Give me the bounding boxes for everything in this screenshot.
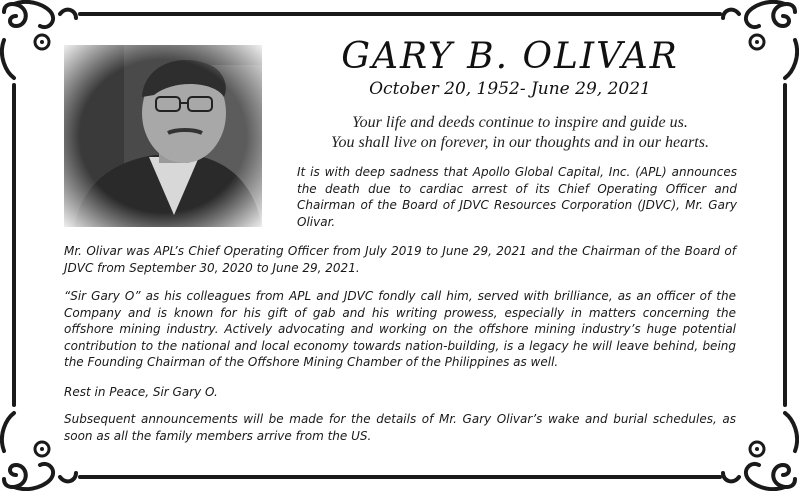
schedule-paragraph: Subsequent announcements will be made for the details of Mr. Gary Olivar’s wake and burial schedules, as soon as all the family members arrive from the US. — [64, 412, 736, 443]
tribute-quote-line: You shall live on forever, in our thoughts and in our hearts. — [331, 134, 709, 151]
legacy-paragraph: “Sir Gary O” as his colleagues from APL and JDVC fondly call him, served with brilliance, as an officer of the Company and is known for his gift of gab and his writing prowess, especially in matters concerning the offshore mining industry. Actively advocating and working on the offshore mining industry’s huge potential contribution to the national and local economy towards nation-building, is a legacy he will leave behind, being the Founding Chairman of the Offshore Mining Chamber of the Philippines as well. — [64, 289, 736, 369]
portrait-photo — [64, 45, 262, 227]
deceased-name: GARY B. OLIVAR — [341, 36, 679, 77]
rest-in-peace-line: Rest in Peace, Sir Gary O. — [64, 385, 218, 399]
tenure-paragraph: Mr. Olivar was APL’s Chief Operating Officer from July 2019 to June 29, 2021 and the Chairman of the Board of JDVC from September 30, 2020 to June 29, 2021. — [64, 244, 736, 275]
tribute-quote-line: Your life and deeds continue to inspire and guide us. — [352, 114, 688, 131]
tribute-quote — [290, 113, 750, 153]
ornamental-corner-icon — [723, 2, 797, 78]
announcement-paragraph: It is with deep sadness that Apollo Global Capital, Inc. (APL) announces the death due to cardiac arrest of its Chief Operating Officer and Chairman of the Board of JDVC Resources Corporation (JDVC), Mr. Gary Olivar. — [297, 165, 737, 229]
life-dates: October 20, 1952- June 29, 2021 — [369, 79, 651, 99]
